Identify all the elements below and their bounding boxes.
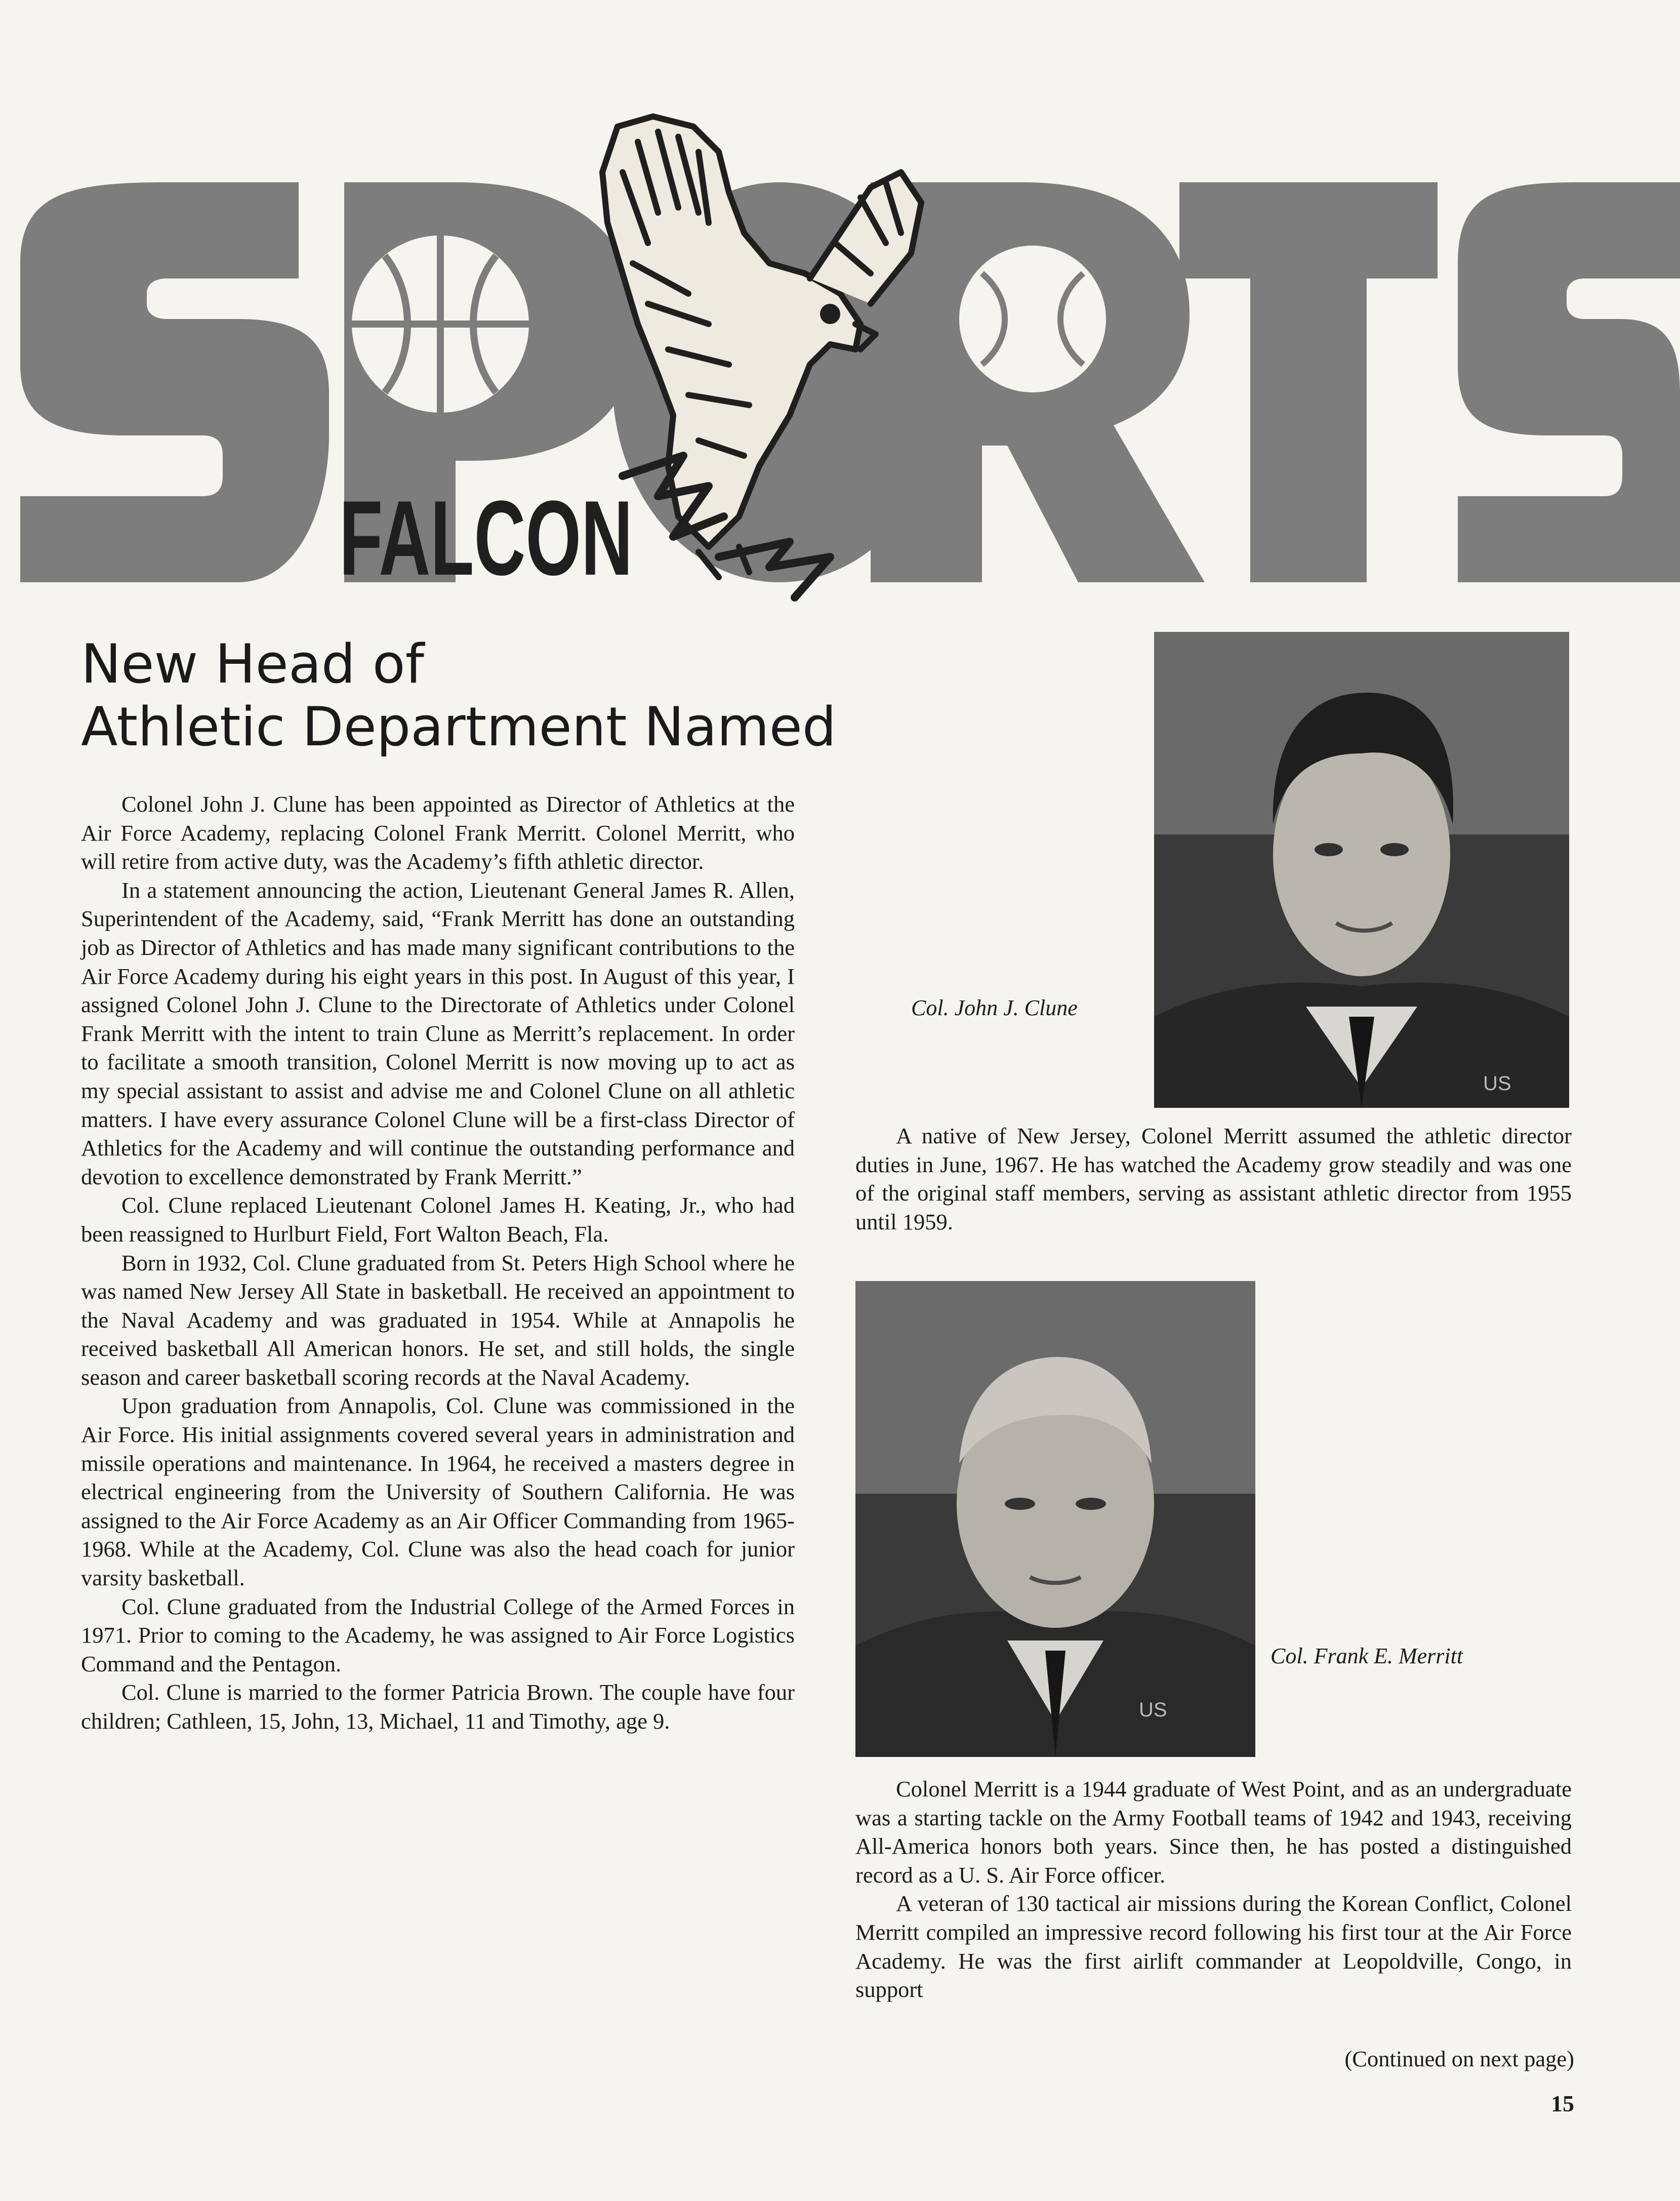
paragraph: Upon graduation from Annapolis, Col. Clune was commissioned in the Air Force. His initial assignments covered several years in administration and missile operations and maintenance. In 1964, he received a masters degree in electrical engineering from the University of Southern California. He was assigned to the Air Force Academy as an Air Officer Commanding from 1965-1968. While at the Academy, Col. Clune was also the head coach for junior varsity basketball. bbox=[81, 1393, 795, 1591]
banner-falcon-word: FALCON bbox=[339, 478, 633, 597]
article-title bbox=[81, 633, 840, 758]
sports-banner bbox=[0, 111, 1680, 618]
page-number: 15 bbox=[1551, 2091, 1574, 2116]
paragraph: In a statement announcing the action, Lieutenant General James R. Allen, Superintendent of the Academy, said, “Frank Merritt has done an outstanding job as Director of Athletics and has made many significant contributions to the Air Force Academy during his eight years in this post. In August of this year, I assigned Colonel John J. Clune to the Directorate of Athletics under Colonel Frank Merritt with the intent to train Clune as Merritt’s replacement. In order to facilitate a smooth transition, Colonel Merritt is now moving up to act as my special assistant to assist and advise me and Colonel Clune on all athletic matters. I have every assurance Colonel Clune will be a first-class Director of Athletics for the Academy and will continue the outstanding performance and devotion to excellence demonstrated by Frank Merritt.” bbox=[81, 877, 795, 1189]
merritt-intro-column bbox=[855, 1122, 1572, 1236]
paragraph: A veteran of 130 tactical air missions during the Korean Conflict, Colonel Merritt compiled an impressive record following his first tour at the Air Force Academy. He was the first airlift commander at Leopoldville, Congo, in support bbox=[855, 1891, 1572, 2003]
clune-portrait-photo bbox=[1154, 632, 1569, 1108]
right-column-lower bbox=[855, 1775, 1572, 2004]
continued-notice: (Continued on next page) bbox=[1344, 2046, 1574, 2071]
left-column bbox=[81, 790, 795, 1736]
uniform-tag: US bbox=[1139, 1699, 1167, 1721]
article-title-line-1: New Head of bbox=[81, 633, 424, 695]
paragraph: Col. Clune replaced Lieutenant Colonel James H. Keating, Jr., who had been reassigned to Hurlburt Field, Fort Walton Beach, Fla. bbox=[81, 1192, 795, 1247]
baseball-icon bbox=[959, 246, 1106, 392]
article-title-line-2: Athletic Department Named bbox=[81, 696, 837, 758]
merritt-photo-caption: Col. Frank E. Merritt bbox=[1271, 1644, 1463, 1668]
paragraph: Colonel Merritt is a 1944 graduate of West Point, and as an undergraduate was a starting tackle on the Army Football teams of 1942 and 1943, receiving All-America honors both years. Since then, he has posted a distinguished record as a U. S. Air Force officer. bbox=[855, 1776, 1572, 1888]
basketball-icon bbox=[352, 235, 529, 413]
paragraph: Col. Clune is married to the former Patricia Brown. The couple have four children; Cathleen, 15, John, 13, Michael, 11 and Timothy, age 9. bbox=[81, 1679, 795, 1734]
clune-photo-caption: Col. John J. Clune bbox=[911, 995, 1078, 1020]
paragraph: Colonel John J. Clune has been appointed as Director of Athletics at the Air Force Academy, replacing Colonel Frank Merritt. Colonel Merritt, who will retire from active duty, was the Academy’s fifth athletic director. bbox=[81, 791, 795, 874]
paragraph: Col. Clune graduated from the Industrial College of the Armed Forces in 1971. Prior to coming to the Academy, he was assigned to Air Force Logistics Command and the Pentagon. bbox=[81, 1593, 795, 1676]
paragraph: Born in 1932, Col. Clune graduated from St. Peters High School where he was named New Jersey All State in basketball. He received an appointment to the Naval Academy and was graduated in 1954. While at Annapolis he received basketball All American honors. He set, and still holds, the single season and career basketball scoring records at the Naval Academy. bbox=[81, 1250, 795, 1390]
merritt-portrait-photo bbox=[855, 1281, 1255, 1757]
uniform-tag: US bbox=[1483, 1072, 1511, 1095]
paragraph: A native of New Jersey, Colonel Merritt assumed the athletic director duties in June, 1967. He has watched the Academy grow steadily and was one of the original staff members, serving as assistant athletic director from 1955 until 1959. bbox=[855, 1123, 1572, 1234]
